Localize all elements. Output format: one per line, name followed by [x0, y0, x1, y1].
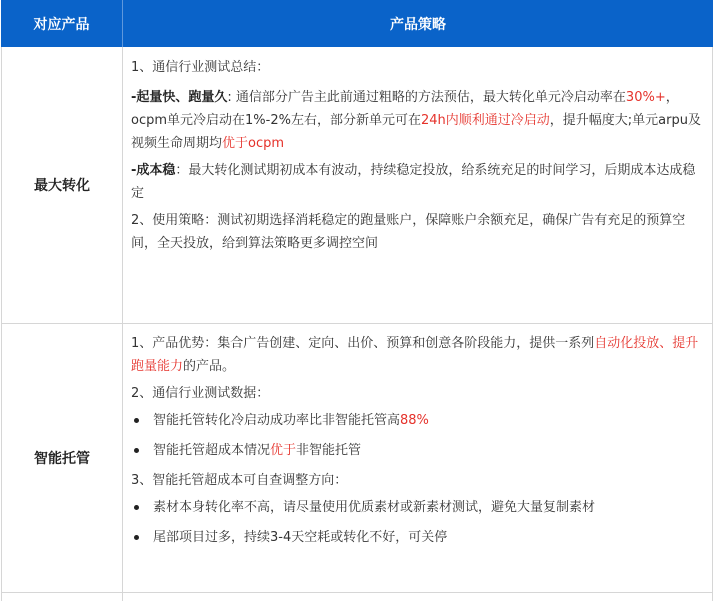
- table-tail: [1, 593, 713, 601]
- highlight-better-than-ocpm: 优于ocpm: [222, 136, 285, 151]
- text-bullet-2a: 智能托管超成本情况: [153, 443, 271, 458]
- text-advantage-a: 1、产品优势：集合广告创建、定向、出价、预算和创意各阶段能力，提供一系列: [131, 336, 595, 351]
- summary-heading: 1、通信行业测试总结：: [131, 60, 270, 75]
- text-bullet-2b: 非智能托管: [296, 443, 362, 458]
- table-row: [1, 324, 713, 593]
- text-fast-volume-b: ，ocpm单元冷启动在1%-2%左右，部分新单元可在: [131, 90, 679, 128]
- strategy-table: [1, 0, 713, 601]
- text-bullet-1a: 智能托管转化冷启动成功率比非智能托管高: [153, 413, 401, 428]
- bullet-dot-icon: [134, 535, 139, 540]
- test-data-heading: 2、通信行业测试数据：: [131, 386, 270, 401]
- text-advantage-b: 的产品。: [183, 359, 236, 374]
- header-product: 对应产品: [1, 0, 123, 47]
- text-bullet-3: 素材本身转化率不高，请尽量使用优质素材或新素材测试，避免大量复制素材: [153, 500, 596, 515]
- bullet-dot-icon: [134, 505, 139, 510]
- row-strategy-max-conversion: [123, 47, 713, 323]
- row-strategy-smart-hosting: [123, 324, 713, 592]
- list-item: [131, 526, 702, 549]
- highlight-better: 优于: [270, 443, 297, 458]
- header-strategy: 产品策略: [390, 16, 446, 33]
- summary-fast-volume: [131, 86, 702, 155]
- label-stable-cost: -成本稳: [131, 163, 176, 178]
- text-fast-volume-a: : 通信部分广告主此前通过粗略的方法预估，最大转化单元冷启动率在: [227, 90, 626, 105]
- tail-strategy: [123, 593, 713, 601]
- product-advantage: [131, 332, 702, 378]
- label-fast-volume: -起量快、跑量久: [131, 90, 228, 105]
- text-stable-cost: ：最大转化测试期初成本有波动，持续稳定投放，给系统充足的时间学习，后期成本达成稳定: [131, 163, 696, 201]
- highlight-24h: 24h内顺利通过冷启动: [420, 113, 550, 128]
- row-product-smart-hosting: 智能托管: [1, 324, 123, 592]
- table-row: [1, 47, 713, 324]
- self-check-heading: 3、智能托管超成本可自查调整方向：: [131, 473, 348, 488]
- tail-product: [1, 593, 123, 601]
- bullet-dot-icon: [134, 418, 139, 423]
- usage-strategy: 2、使用策略：测试初期选择消耗稳定的跑量账户，保障账户余额充足，确保广告有充足的预算空间，全天投放，给到算法策略更多调控空间: [131, 213, 686, 251]
- table-header-row: [1, 0, 713, 47]
- text-bullet-4: 尾部项目过多，持续3-4天空耗或转化不好，可关停: [153, 530, 448, 545]
- list-item: [131, 439, 702, 462]
- highlight-88-percent: 88%: [400, 413, 429, 428]
- bullet-dot-icon: [134, 448, 139, 453]
- highlight-automation: 自动化投放、提升跑量能力: [131, 336, 699, 374]
- highlight-30-percent: 30%+: [625, 90, 666, 105]
- list-item: [131, 409, 702, 432]
- row-product-max-conversion: 最大转化: [1, 47, 123, 323]
- summary-stable-cost: [131, 159, 702, 205]
- text-fast-volume-c: ，提升幅度大;单元arpu及视频生命周期均: [131, 113, 701, 151]
- list-item: [131, 496, 702, 519]
